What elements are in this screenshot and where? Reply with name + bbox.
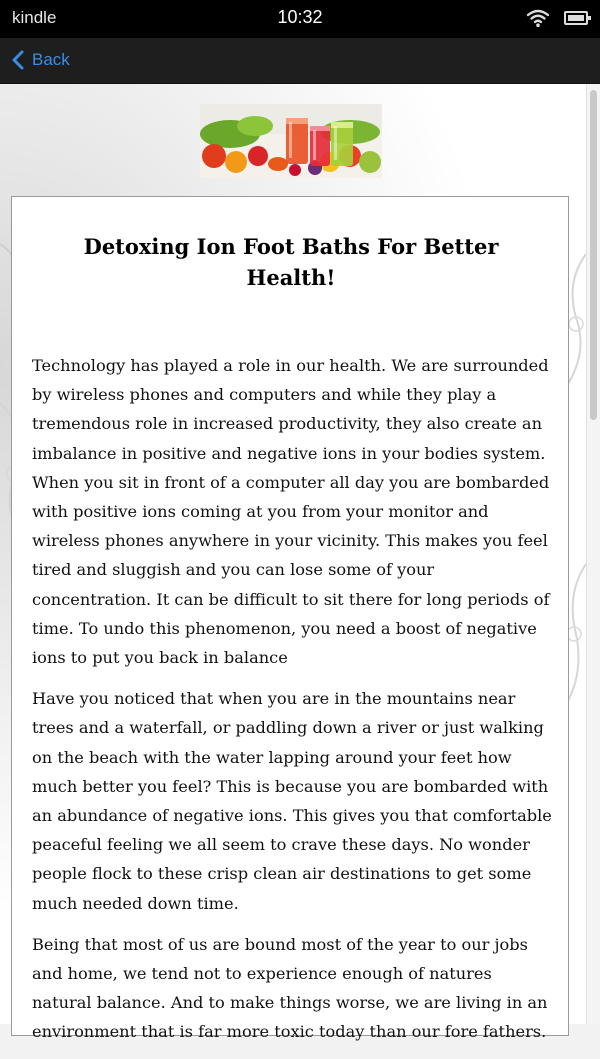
fruit-juice-image xyxy=(200,104,382,178)
nav-bar xyxy=(0,38,600,84)
chevron-left-icon xyxy=(8,48,28,72)
article-title: Detoxing Ion Foot Baths For Better Health! xyxy=(83,234,499,290)
wifi-icon xyxy=(526,8,550,28)
kindle-brand: kindle xyxy=(12,8,57,27)
article-body xyxy=(32,351,552,1059)
article-paragraph: Being that most of us are bound most of the year to our jobs and home, we tend not to experience enough of natures natural balance. And to make things worse, we are living in an environment that is far more toxic today than our fore fathers. xyxy=(32,934,548,1042)
status-time: 10:32 xyxy=(277,7,323,27)
content-area[interactable] xyxy=(0,84,586,1042)
article-paragraph: Have you noticed that when you are in the mountains near trees and a waterfall, or paddling down a river or just walking on the beach with the water lapping around your feet how much better you feel? This is because you are bombarded with an abundance of negative ions. This gives you that comfortable peaceful feeling we all seem to crave these days. No wonder people flock to these crisp clean air destinations to get some much needed down time. xyxy=(32,689,552,913)
article-paragraph: Technology has played a role in our health. We are surrounded by wireless phones and computers and while they play a tremendous role in increased productivity, they also create an imbalance in positive and negative ions in your bodies system. When you sit in front of a computer all day you are bombarded with positive ions coming at you from your monitor and wireless phones anywhere in your vicinity. This makes you feel tired and sluggish and you can lose some of your concentration. It can be difficult to sit there for long periods of time. To undo this phenomenon, you need a boost of negative ions to put you back in balance xyxy=(32,356,550,668)
article-card xyxy=(11,196,569,1042)
scrollbar-track[interactable] xyxy=(586,84,600,1024)
status-bar xyxy=(0,0,600,38)
scrollbar-thumb[interactable] xyxy=(590,90,597,420)
back-label: Back xyxy=(32,50,70,69)
battery-icon xyxy=(564,11,588,25)
back-button[interactable] xyxy=(8,46,70,74)
